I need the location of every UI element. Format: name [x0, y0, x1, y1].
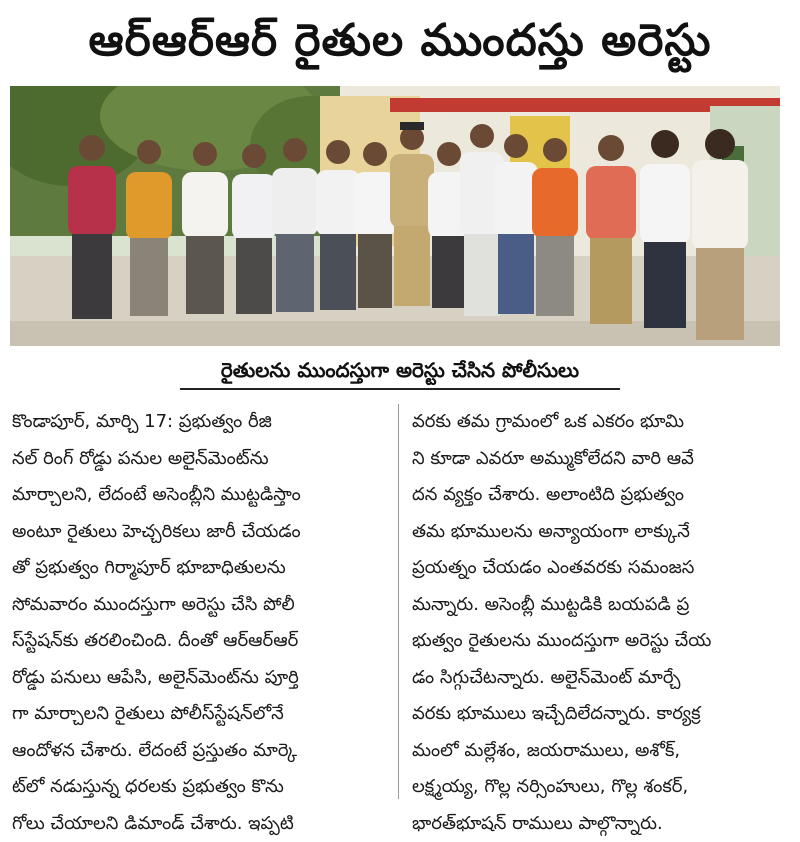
article-column-right	[412, 404, 784, 842]
article-line: నల్‌ రింగ్‌ రోడ్డు పనుల అలైన్‌మెంట్‌ను	[12, 441, 384, 478]
article-line: అంటూ రైతులు హెచ్చరికలు జారీ చేయడం	[12, 514, 384, 551]
article-line: సోమవారం ముందస్తుగా అరెస్టు చేసి పోలీ	[12, 587, 384, 624]
headline: ఆర్‌ఆర్‌ఆర్‌ రైతుల ముందస్తు అరెస్టు	[0, 6, 800, 76]
article-line: తో ప్రభుత్వం గిర్మాపూర్‌ భూబాధితులను	[12, 550, 384, 587]
article-line: కొండాపూర్‌, మార్చి 17: ప్రభుత్వం రీజి	[12, 404, 384, 441]
article-line: ట్‌లో నడుస్తున్న ధరలకు ప్రభుత్వం కొను	[12, 769, 384, 806]
article-column-left	[12, 404, 384, 842]
article-line: దన వ్యక్తం చేశారు. అలాంటిది ప్రభుత్వం	[412, 477, 784, 514]
article-line: డం సిగ్గుచేటన్నారు. అలైన్‌మెంట్‌ మార్చే	[412, 660, 784, 697]
news-photo	[10, 86, 780, 346]
article-line: మంలో మల్లేశం, జయరాములు, అశోక్‌,	[412, 733, 784, 770]
article-line: ఆందోళన చేశారు. లేదంటే ప్రస్తుతం మార్కె	[12, 733, 384, 770]
photo-caption: రైతులను ముందస్తుగా అరెస్టు చేసిన పోలీసులు	[180, 352, 620, 390]
article-line: భుత్వం రైతులను ముందస్తుగా అరెస్టు చేయ	[412, 623, 784, 660]
article-line: మన్నారు. అసెంబ్లీ ముట్టడికి బయపడి ప్ర	[412, 587, 784, 624]
article-line: గా మార్చాలని రైతులు పోలీస్‌స్టేషన్‌లోనే	[12, 696, 384, 733]
column-divider	[398, 404, 399, 799]
article-line: భారత్‌భూషన్‌ రాములు పాల్గొన్నారు.	[412, 806, 784, 842]
article-line: లక్ష్మయ్య, గొల్ల నర్సింహులు, గొల్ల శంకర్‌,	[412, 769, 784, 806]
article-line: ప్రయత్నం చేయడం ఎంతవరకు సమంజస	[412, 550, 784, 587]
article-line: తమ భూములను అన్యాయంగా లాక్కునే	[412, 514, 784, 551]
group-photo-icon	[10, 86, 780, 346]
article-line: మార్చాలని, లేదంటే అసెంబ్లీని ముట్టడిస్తాం	[12, 477, 384, 514]
article-line: ని కూడా ఎవరూ అమ్ముకోలేదని వారి ఆవే	[412, 441, 784, 478]
article-line: గోలు చేయాలని డిమాండ్‌ చేశారు. ఇప్పటి	[12, 806, 384, 842]
article-line: రోడ్డు పనులు ఆపేసి, అలైన్‌మెంట్‌ను పూర్తి	[12, 660, 384, 697]
article-line: వరకు తమ గ్రామంలో ఒక ఎకరం భూమి	[412, 404, 784, 441]
article-line: వరకు భూములు ఇచ్చేదిలేదన్నారు. కార్యక్ర	[412, 696, 784, 733]
article-line: స్‌స్టేషన్‌కు తరలించింది. దీంతో ఆర్‌ఆర్‌ఆర్‌	[12, 623, 384, 660]
